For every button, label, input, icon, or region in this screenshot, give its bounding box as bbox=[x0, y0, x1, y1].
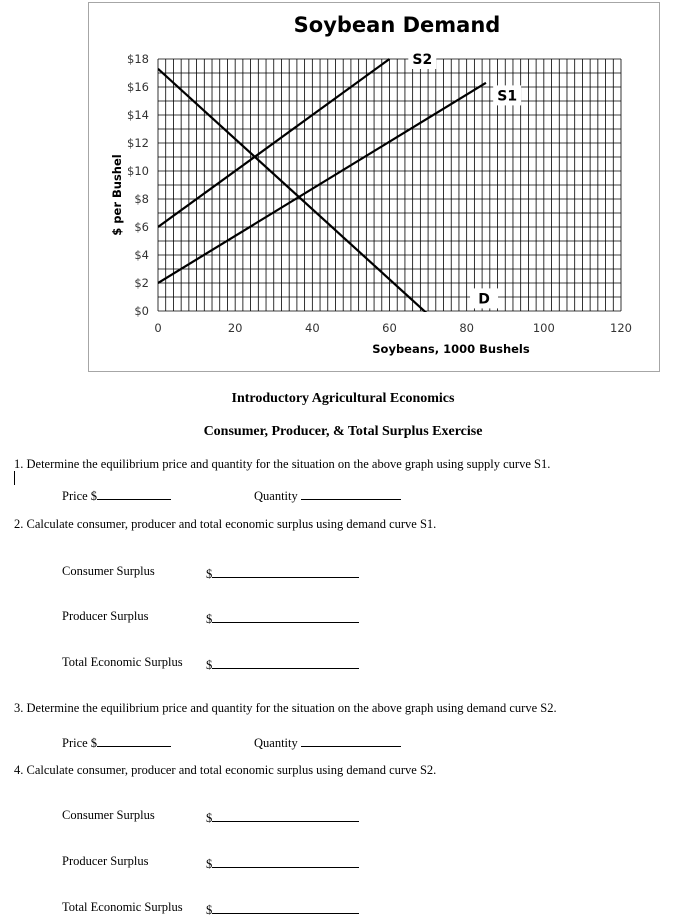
quantity-blank[interactable] bbox=[301, 486, 401, 500]
consumer-surplus-blank[interactable] bbox=[212, 808, 359, 822]
soybean-demand-chart bbox=[89, 3, 661, 373]
x-tick-label: 100 bbox=[532, 321, 555, 335]
dollar-sign: $ bbox=[206, 567, 213, 581]
q2-total-surplus-label: Total Economic Surplus bbox=[62, 655, 183, 669]
x-tick-label: 60 bbox=[382, 321, 397, 335]
q4-consumer-surplus-field[interactable] bbox=[206, 808, 359, 826]
y-tick-label: $12 bbox=[127, 136, 149, 150]
curve-label-d: D bbox=[478, 291, 490, 308]
q3-quantity-field[interactable] bbox=[254, 733, 401, 751]
total-surplus-blank[interactable] bbox=[212, 655, 359, 669]
x-tick-label: 40 bbox=[305, 321, 320, 335]
x-tick-label: 80 bbox=[459, 321, 474, 335]
q2-producer-surplus-label: Producer Surplus bbox=[62, 609, 149, 623]
question-4: 4. Calculate consumer, producer and total economic surplus using demand curve S2. bbox=[14, 763, 437, 777]
consumer-surplus-blank[interactable] bbox=[212, 564, 359, 578]
q4-total-surplus-field[interactable] bbox=[206, 900, 359, 918]
y-tick-label: $2 bbox=[134, 276, 149, 290]
x-tick-label: 0 bbox=[154, 321, 162, 335]
price-blank[interactable] bbox=[97, 486, 171, 500]
y-tick-label: $18 bbox=[127, 52, 149, 66]
q4-consumer-surplus-label: Consumer Surplus bbox=[62, 808, 155, 822]
curve-label-s1: S1 bbox=[497, 88, 518, 105]
y-tick-label: $6 bbox=[134, 220, 149, 234]
producer-surplus-blank[interactable] bbox=[212, 609, 359, 623]
y-tick-label: $8 bbox=[134, 192, 149, 206]
q2-consumer-surplus-label: Consumer Surplus bbox=[62, 564, 155, 578]
q4-producer-surplus-label: Producer Surplus bbox=[62, 854, 149, 868]
price-label: Price $ bbox=[62, 736, 98, 750]
price-blank[interactable] bbox=[97, 733, 171, 747]
y-tick-label: $16 bbox=[127, 80, 149, 94]
q4-producer-surplus-field[interactable] bbox=[206, 854, 359, 872]
dollar-sign: $ bbox=[206, 811, 213, 825]
q4-total-surplus-label: Total Economic Surplus bbox=[62, 900, 183, 914]
dollar-sign: $ bbox=[206, 658, 213, 672]
q2-total-surplus-field[interactable] bbox=[206, 655, 359, 673]
y-tick-label: $0 bbox=[134, 304, 149, 318]
q2-producer-surplus-field[interactable] bbox=[206, 609, 359, 627]
q2-consumer-surplus-field[interactable] bbox=[206, 564, 359, 582]
x-tick-label: 20 bbox=[227, 321, 243, 335]
y-tick-label: $10 bbox=[127, 164, 149, 178]
series-line-d bbox=[158, 69, 447, 332]
question-3: 3. Determine the equilibrium price and quantity for the situation on the above graph using demand curve S2. bbox=[14, 701, 557, 715]
chart-container bbox=[88, 2, 660, 372]
total-surplus-blank[interactable] bbox=[212, 900, 359, 914]
dollar-sign: $ bbox=[206, 612, 213, 626]
q3-price-field[interactable] bbox=[62, 733, 171, 751]
quantity-label: Quantity bbox=[254, 489, 298, 503]
producer-surplus-blank[interactable] bbox=[212, 854, 359, 868]
curve-label-s2: S2 bbox=[412, 52, 433, 68]
text-cursor bbox=[14, 471, 15, 485]
q1-price-field[interactable] bbox=[62, 486, 171, 504]
series bbox=[158, 59, 486, 332]
worksheet-title: Introductory Agricultural Economics bbox=[231, 391, 455, 406]
y-axis-label: $ per Bushel bbox=[110, 154, 124, 236]
chart-title: Soybean Demand bbox=[293, 13, 501, 37]
y-tick-label: $4 bbox=[134, 248, 149, 262]
y-tick-label: $14 bbox=[127, 108, 149, 122]
quantity-label: Quantity bbox=[254, 736, 298, 750]
dollar-sign: $ bbox=[206, 903, 213, 917]
x-axis-label: Soybeans, 1000 Bushels bbox=[372, 342, 530, 356]
grid bbox=[158, 59, 621, 311]
price-label: Price $ bbox=[62, 489, 98, 503]
worksheet-subtitle: Consumer, Producer, & Total Surplus Exercise bbox=[203, 424, 483, 439]
question-1: 1. Determine the equilibrium price and quantity for the situation on the above graph using supply curve S1. bbox=[14, 457, 551, 471]
x-tick-label: 120 bbox=[610, 321, 632, 335]
question-2: 2. Calculate consumer, producer and total economic surplus using demand curve S1. bbox=[14, 517, 437, 531]
dollar-sign: $ bbox=[206, 857, 213, 871]
q1-quantity-field[interactable] bbox=[254, 486, 401, 504]
quantity-blank[interactable] bbox=[301, 733, 401, 747]
